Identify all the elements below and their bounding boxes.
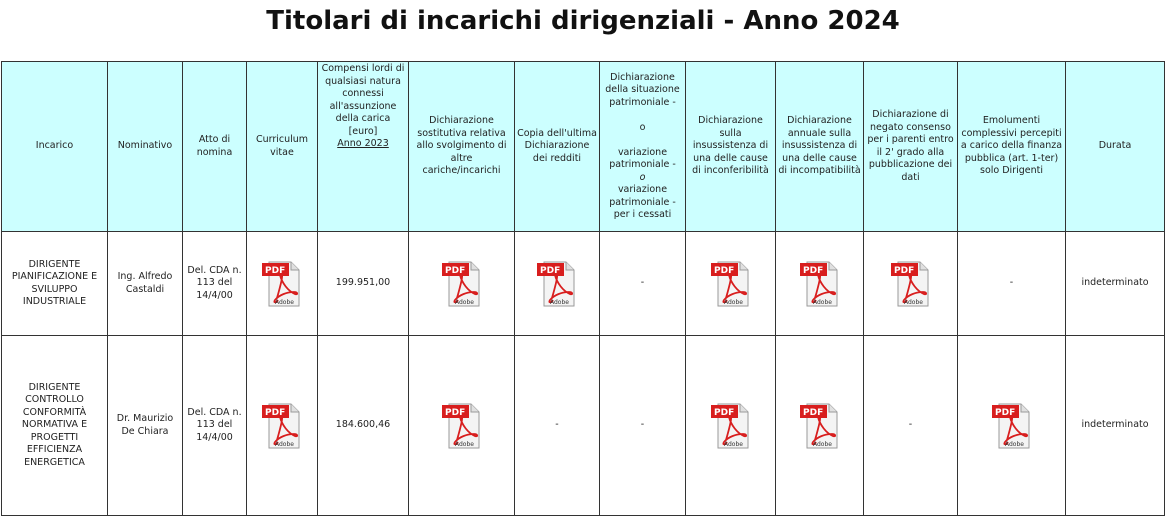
pdf-label: PDF	[802, 407, 823, 418]
cell-situazione-patrimoniale: -	[600, 232, 686, 336]
cell-cv	[247, 336, 318, 516]
pdf-label: PDF	[444, 407, 465, 418]
cell-incompatibilita	[776, 336, 864, 516]
cell-dich-sostitutiva	[409, 232, 515, 336]
cell-compensi: 199.951,00	[318, 232, 409, 336]
curriculum-pdf-icon[interactable]	[261, 258, 303, 310]
pdf-label: PDF	[893, 265, 914, 276]
negato-consenso-pdf-icon[interactable]	[890, 258, 932, 310]
cell-situazione-patrimoniale: -	[600, 336, 686, 516]
header-nominativo: Nominativo	[108, 62, 183, 232]
cell-incarico: DIRIGENTE PIANIFICAZIONE E SVILUPPO INDUSTRIALE	[2, 232, 108, 336]
cell-durata: indeterminato	[1066, 232, 1165, 336]
cell-incompatibilita	[776, 232, 864, 336]
header-durata: Durata	[1066, 62, 1165, 232]
header-cv: Curriculum vitae	[247, 62, 318, 232]
page-title: Titolari di incarichi dirigenziali - Anno 2024	[266, 6, 900, 36]
adobe-label: Adobe	[903, 298, 923, 306]
pdf-label: PDF	[713, 265, 734, 276]
adobe-label: Adobe	[723, 298, 743, 306]
adobe-label: Adobe	[454, 298, 474, 306]
cell-incarico: DIRIGENTE CONTROLLO CONFORMITÀ NORMATIVA E PROGETTI EFFICIENZA ENERGETICA	[2, 336, 108, 516]
curriculum-pdf-icon[interactable]	[261, 400, 303, 452]
incompatibilita-pdf-icon[interactable]	[799, 400, 841, 452]
inconferibilita-pdf-icon[interactable]	[710, 400, 752, 452]
cell-emolumenti: -	[958, 232, 1066, 336]
header-sit-patr-3: variazione patrimoniale - per i cessati	[609, 184, 676, 220]
adobe-label: Adobe	[723, 440, 743, 448]
header-inconferibilita: Dichiarazione sulla insussistenza di una delle cause di inconferibilità	[686, 62, 776, 232]
dirigenti-table	[1, 61, 1165, 516]
pdf-label: PDF	[265, 265, 286, 276]
cell-dich-sostitutiva	[409, 336, 515, 516]
adobe-label: Adobe	[454, 440, 474, 448]
cell-nominativo: Dr. Maurizio De Chiara	[108, 336, 183, 516]
pdf-label: PDF	[265, 407, 286, 418]
inconferibilita-pdf-icon[interactable]	[710, 258, 752, 310]
cell-cv	[247, 232, 318, 336]
cell-atto: Del. CDA n. 113 del 14/4/00	[183, 336, 247, 516]
header-incompatibilita: Dichiarazione annuale sulla insussistenza di una delle cause di incompatibilità	[776, 62, 864, 232]
table-row	[2, 336, 1165, 516]
header-negato-consenso: Dichiarazione di negato consenso per i parenti entro il 2' grado alla pubblicazione dei dati	[864, 62, 958, 232]
cell-nominativo: Ing. Alfredo Castaldi	[108, 232, 183, 336]
cell-durata: indeterminato	[1066, 336, 1165, 516]
adobe-label: Adobe	[550, 298, 569, 306]
pdf-label: PDF	[994, 407, 1015, 418]
header-sit-patr-or1: o	[639, 121, 646, 133]
cell-inconferibilita	[686, 232, 776, 336]
header-compensi-year: Anno 2023	[337, 138, 389, 149]
pdf-label: PDF	[713, 407, 734, 418]
header-sit-patr-or2: o	[639, 171, 646, 183]
header-compensi-label: Compensi lordi di qualsiasi natura connessi all'assunzione della carica [euro]	[321, 63, 405, 137]
header-compensi	[318, 62, 409, 232]
dich-sostitutiva-pdf-icon[interactable]	[441, 400, 483, 452]
header-sit-patr-2: variazione patrimoniale -	[609, 146, 676, 170]
adobe-label: Adobe	[812, 440, 832, 448]
adobe-label: Adobe	[275, 298, 294, 306]
header-situazione-patrimoniale	[600, 62, 686, 232]
pdf-label: PDF	[444, 265, 465, 276]
cell-negato-consenso: -	[864, 336, 958, 516]
cell-compensi: 184.600,46	[318, 336, 409, 516]
pdf-label: PDF	[540, 265, 561, 276]
header-emolumenti: Emolumenti complessivi percepiti a carico della finanza pubblica (art. 1-ter) solo Dirigenti	[958, 62, 1066, 232]
cell-emolumenti	[958, 336, 1066, 516]
cell-copia-redditi	[515, 232, 600, 336]
header-sit-patr-1: Dichiarazione della situazione patrimoniale -	[605, 71, 680, 108]
pdf-label: PDF	[802, 265, 823, 276]
cell-negato-consenso	[864, 232, 958, 336]
copia-redditi-pdf-icon[interactable]	[536, 258, 578, 310]
incompatibilita-pdf-icon[interactable]	[799, 258, 841, 310]
adobe-label: Adobe	[1004, 440, 1024, 448]
header-incarico: Incarico	[2, 62, 108, 232]
header-copia-redditi: Copia dell'ultima Dichiarazione dei redditi	[515, 62, 600, 232]
adobe-label: Adobe	[275, 440, 294, 448]
header-atto: Atto di nomina	[183, 62, 247, 232]
adobe-label: Adobe	[812, 298, 832, 306]
cell-copia-redditi: -	[515, 336, 600, 516]
cell-atto: Del. CDA n. 113 del 14/4/00	[183, 232, 247, 336]
header-row	[2, 62, 1165, 232]
cell-inconferibilita	[686, 336, 776, 516]
dich-sostitutiva-pdf-icon[interactable]	[441, 258, 483, 310]
table-row	[2, 232, 1165, 336]
header-dich-sostitutiva: Dichiarazione sostitutiva relativa allo svolgimento di altre cariche/incarichi	[409, 62, 515, 232]
emolumenti-pdf-icon[interactable]	[991, 400, 1033, 452]
